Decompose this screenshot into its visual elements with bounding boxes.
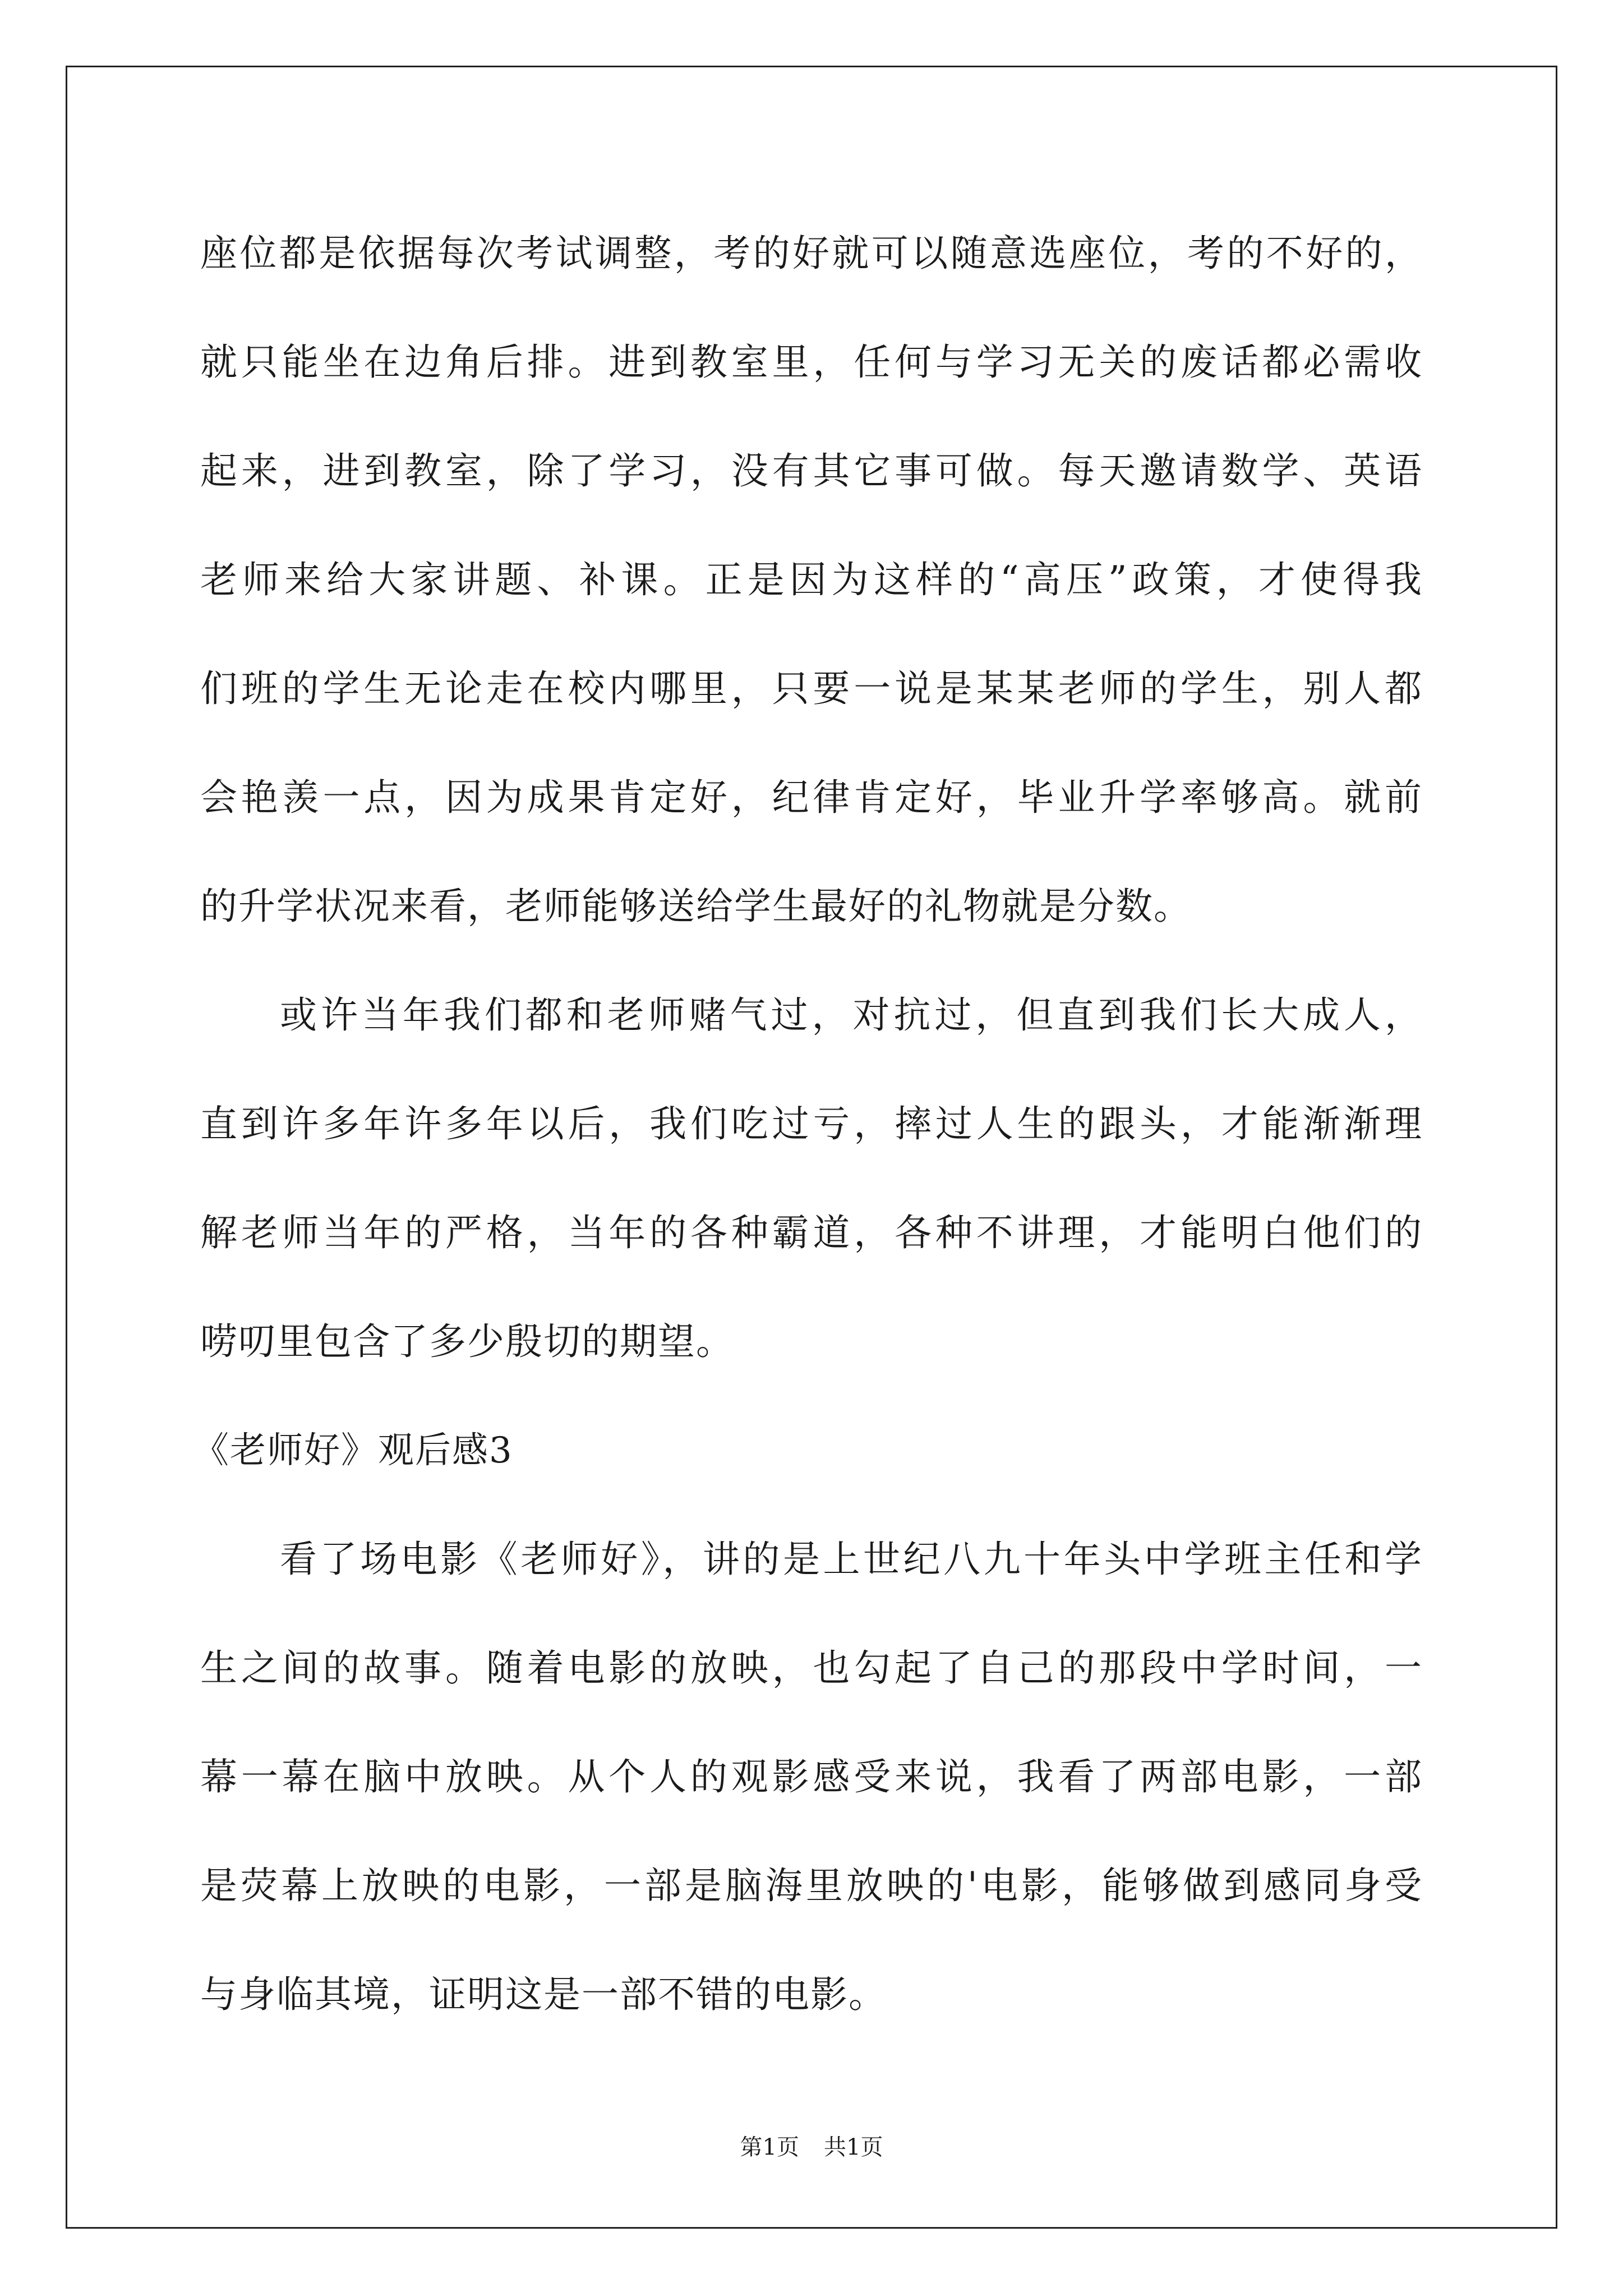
text-line: 看了场电影《老师好》，讲的是上世纪八九十年头中学班主任和学: [280, 1538, 1423, 1581]
paragraph: [200, 1505, 1423, 2049]
text-line: 生之间的故事。随着电影的放映，也勾起了自己的那段中学时间，一: [200, 1646, 1423, 1690]
text-line: 直到许多年许多年以后，我们吃过亏，摔过人生的跟头，才能渐渐理: [200, 1102, 1423, 1145]
page-number: 第1页: [740, 2134, 799, 2160]
paragraph: [200, 199, 1423, 961]
text-line: 幕一幕在脑中放映。从个人的观影感受来说，我看了两部电影，一部: [200, 1755, 1423, 1798]
text-line: 是荧幕上放映的电影，一部是脑海里放映的'电影，能够做到感同身受: [200, 1864, 1423, 1907]
text-line: 们班的学生无论走在校内哪里，只要一说是某某老师的学生，别人都: [200, 667, 1423, 710]
page-footer: [0, 2131, 1623, 2164]
text-line: 解老师当年的严格，当年的各种霸道，各种不讲理，才能明白他们的: [200, 1211, 1423, 1254]
text-line: 或许当年我们都和老师赌气过，对抗过，但直到我们长大成人，: [280, 993, 1423, 1037]
text-line: 唠叨里包含了多少殷切的期望。: [200, 1320, 734, 1363]
text-line: 老师来给大家讲题、补课。正是因为这样的“高压”政策，才使得我: [200, 558, 1423, 601]
text-line: 座位都是依据每次考试调整，考的好就可以随意选座位，考的不好的，: [200, 232, 1423, 275]
text-line: 就只能坐在边角后排。进到教室里，任何与学习无关的废话都必需收: [200, 341, 1423, 384]
text-line: 会艳羡一点，因为成果肯定好，纪律肯定好，毕业升学率够高。就前: [200, 776, 1423, 819]
text-line: 起来，进到教室，除了学习，没有其它事可做。每天邀请数学、英语: [200, 449, 1423, 493]
document-body: [193, 199, 1423, 2049]
page-total: 共1页: [824, 2134, 883, 2160]
section-heading: 《老师好》观后感3: [193, 1430, 513, 1471]
text-line: 与身临其境，证明这是一部不错的电影。: [200, 1973, 887, 2016]
paragraph: [200, 961, 1423, 1396]
text-line: 的升学状况来看，老师能够送给学生最好的礼物就是分数。: [200, 885, 1192, 928]
